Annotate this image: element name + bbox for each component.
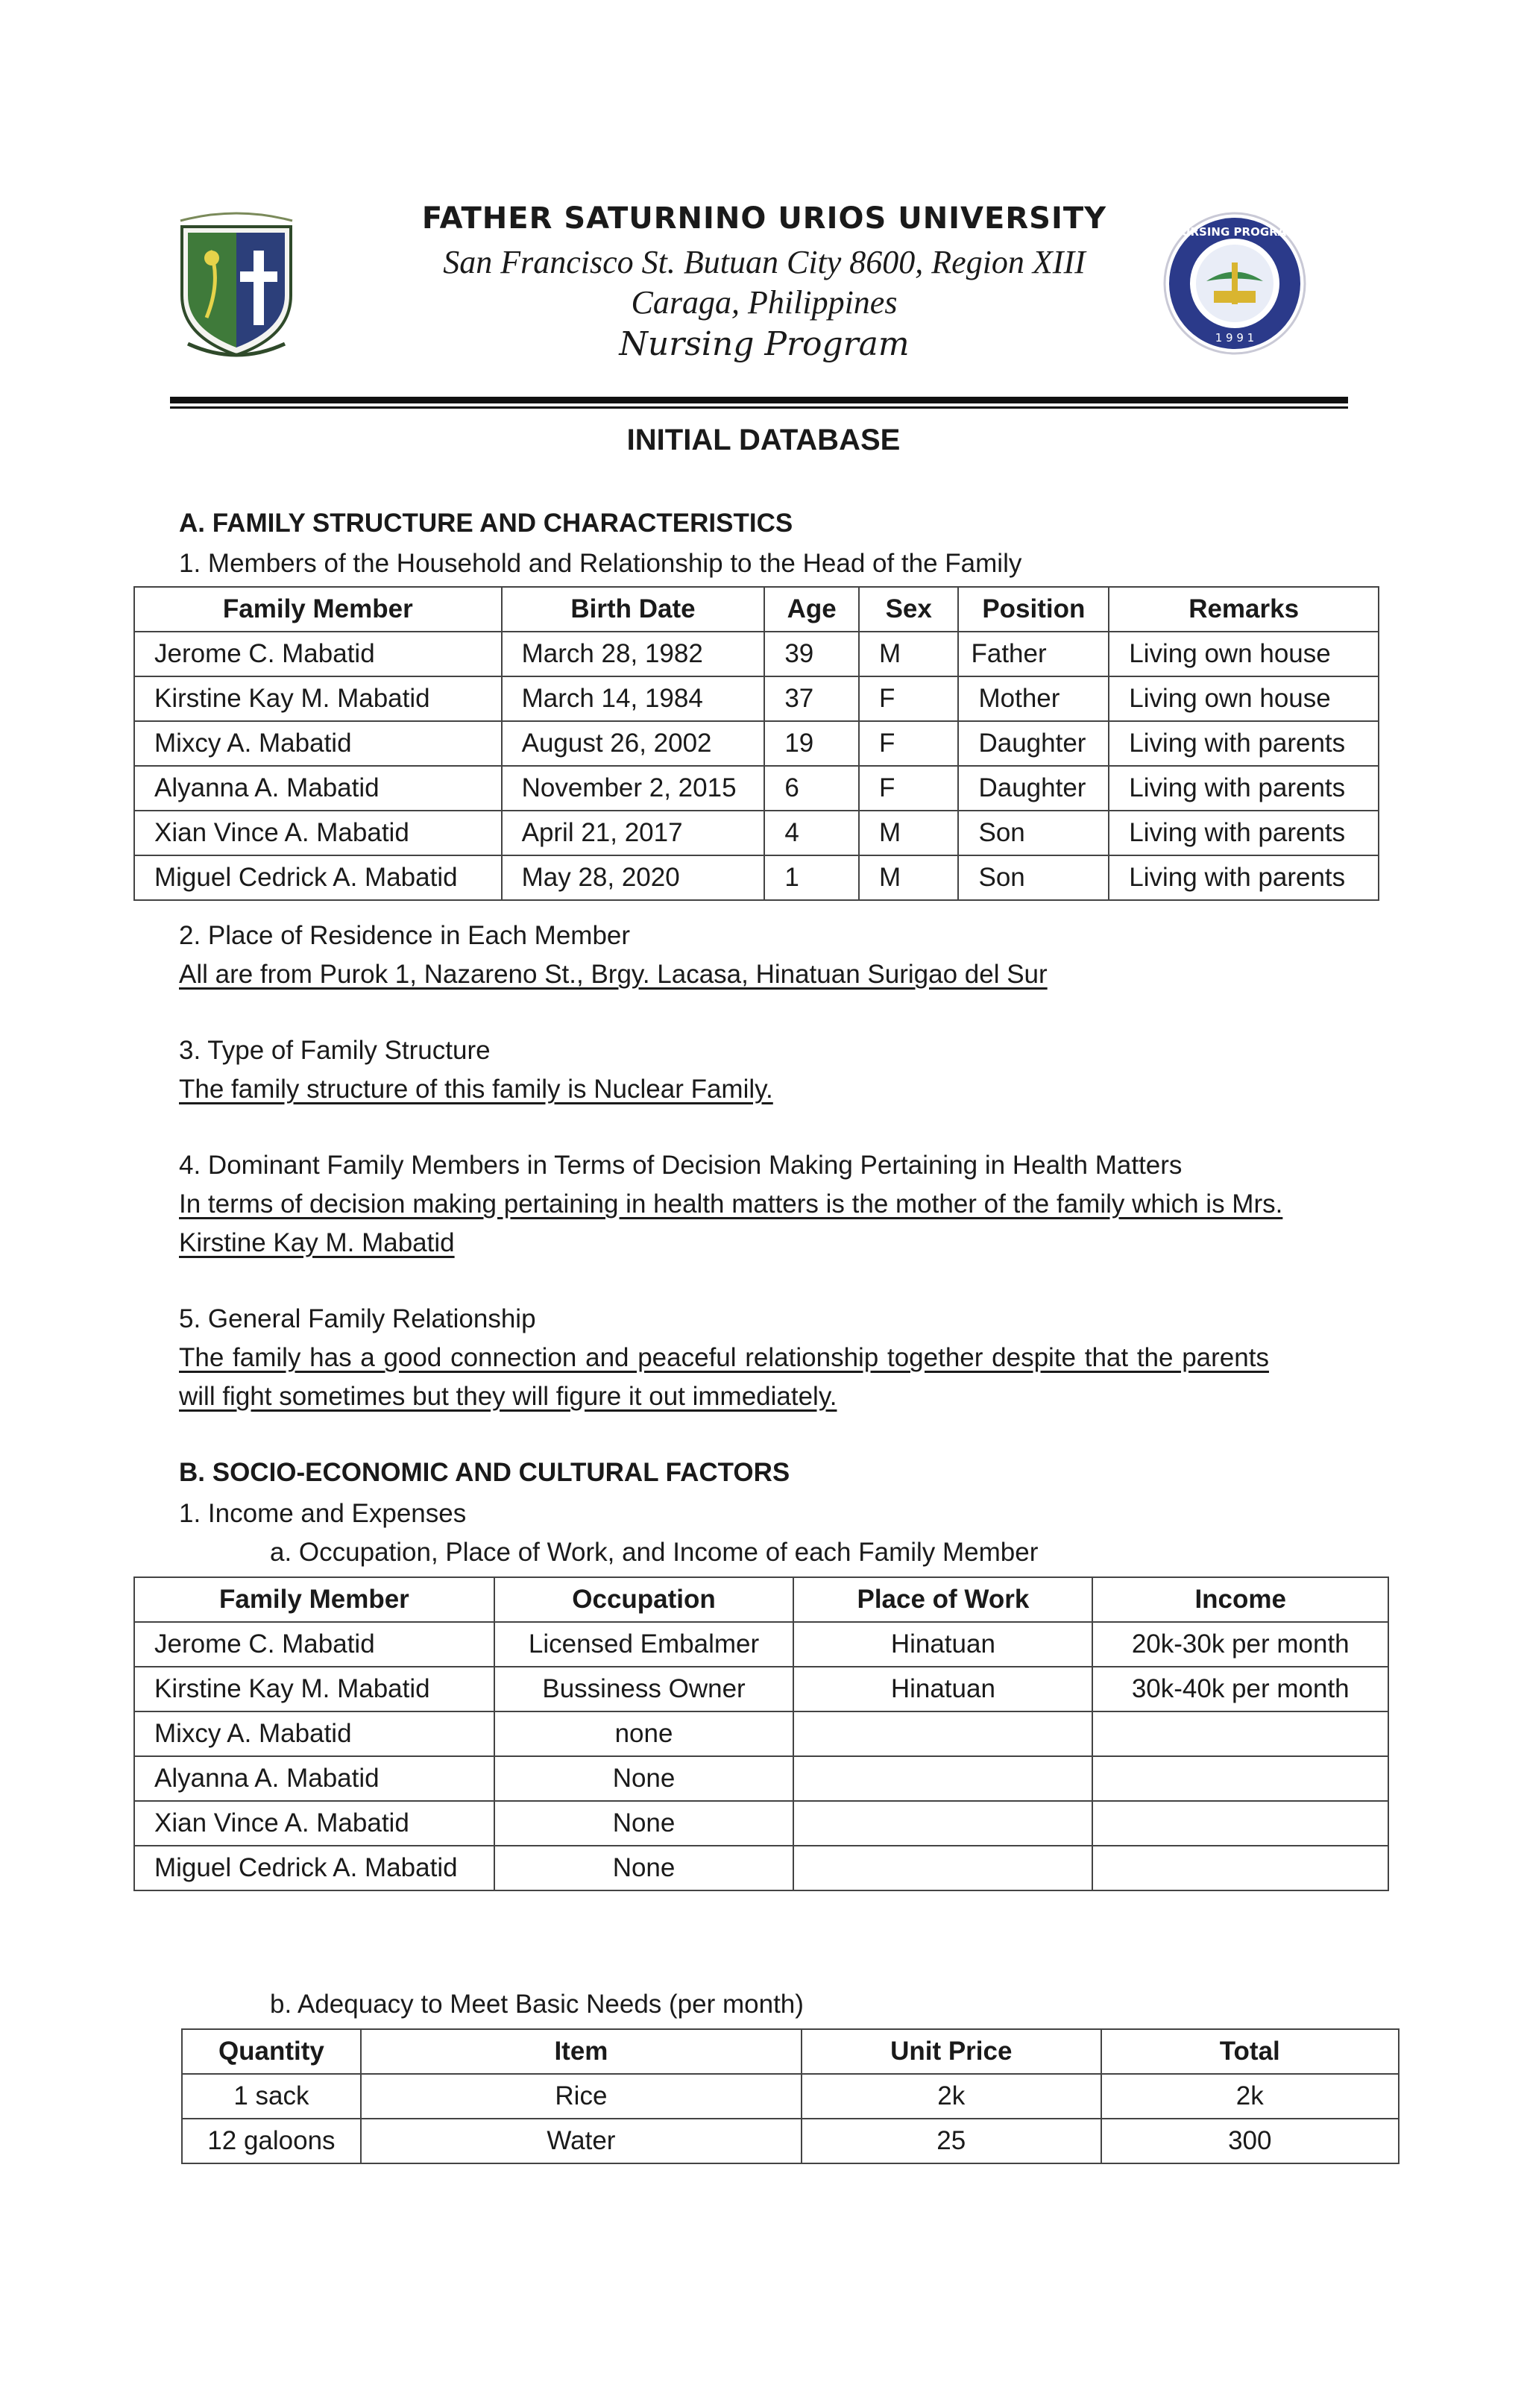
cell: Father (958, 632, 1109, 676)
table-row (134, 1667, 1388, 1711)
header-rule-thick (170, 397, 1348, 403)
cell: 39 (764, 632, 859, 676)
table-row (134, 721, 1379, 766)
column-header: Item (361, 2029, 802, 2074)
table-row (134, 1756, 1388, 1801)
cell (1092, 1711, 1388, 1756)
address-line-1: San Francisco St. Butuan City 8600, Region XIII (443, 244, 1086, 280)
cell: May 28, 2020 (502, 855, 765, 900)
column-header: Family Member (134, 587, 502, 632)
cell: Daughter (958, 721, 1109, 766)
cell: none (494, 1711, 794, 1756)
table-row (134, 1801, 1388, 1846)
column-header: Sex (859, 587, 959, 632)
cell: 12 galoons (182, 2119, 361, 2163)
section-a-item-2: 2. Place of Residence in Each Member (179, 921, 631, 950)
cell: Hinatuan (793, 1667, 1092, 1711)
cell (793, 1711, 1092, 1756)
cell (793, 1846, 1092, 1890)
table-header-row (134, 587, 1379, 632)
cell: Living with parents (1109, 855, 1379, 900)
cell: Living with parents (1109, 766, 1379, 811)
cell: 25 (802, 2119, 1101, 2163)
cell: 37 (764, 676, 859, 721)
cell: 4 (764, 811, 859, 855)
occupation-income-table (133, 1576, 1389, 1891)
university-logo (166, 206, 307, 362)
column-header: Age (764, 587, 859, 632)
cell: Daughter (958, 766, 1109, 811)
section-b-sub-a: a. Occupation, Place of Work, and Income of each Family Member (270, 1538, 1039, 1567)
table-row (182, 2074, 1399, 2119)
cell: None (494, 1801, 794, 1846)
cell: Mother (958, 676, 1109, 721)
cell: M (859, 632, 959, 676)
cell: Alyanna A. Mabatid (134, 1756, 494, 1801)
cell: Son (958, 811, 1109, 855)
cell: Jerome C. Mabatid (134, 1622, 494, 1667)
family-structure-answer: The family structure of this family is Nuclear Family. (179, 1075, 773, 1104)
table-header-row (134, 1577, 1388, 1622)
household-members-table (133, 586, 1379, 901)
table-row (134, 632, 1379, 676)
cell: Living own house (1109, 632, 1379, 676)
column-header: Occupation (494, 1577, 794, 1622)
table-row (134, 1622, 1388, 1667)
cell: March 28, 1982 (502, 632, 765, 676)
table-row (134, 676, 1379, 721)
cell: Alyanna A. Mabatid (134, 766, 502, 811)
cell: 2k (1101, 2074, 1399, 2119)
cell: Water (361, 2119, 802, 2163)
cell: March 14, 1984 (502, 676, 765, 721)
cell (793, 1756, 1092, 1801)
address-line-2: Caraga, Philippines (631, 284, 898, 321)
cell: Jerome C. Mabatid (134, 632, 502, 676)
relationship-answer-line-2: will fight sometimes but they will figure it out immediately. (179, 1382, 837, 1411)
table-row (134, 811, 1379, 855)
column-header: Remarks (1109, 587, 1379, 632)
seal-year: 1 9 9 1 (1215, 331, 1255, 345)
seal-text: NURSING PROGRAM (1171, 225, 1298, 239)
cell: Living with parents (1109, 811, 1379, 855)
column-header: Place of Work (793, 1577, 1092, 1622)
cell: Mixcy A. Mabatid (134, 721, 502, 766)
cell: Miguel Cedrick A. Mabatid (134, 1846, 494, 1890)
cell: Licensed Embalmer (494, 1622, 794, 1667)
decision-making-answer-line-2: Kirstine Kay M. Mabatid (179, 1228, 455, 1257)
cell: F (859, 721, 959, 766)
cell: 6 (764, 766, 859, 811)
cell: 2k (802, 2074, 1101, 2119)
cell: M (859, 855, 959, 900)
cell: Mixcy A. Mabatid (134, 1711, 494, 1756)
cell: Son (958, 855, 1109, 900)
table-row (182, 2119, 1399, 2163)
table-row (134, 855, 1379, 900)
section-a-item-1: 1. Members of the Household and Relationship to the Head of the Family (179, 549, 1022, 578)
cell: 20k-30k per month (1092, 1622, 1388, 1667)
cell: Miguel Cedrick A. Mabatid (134, 855, 502, 900)
column-header: Income (1092, 1577, 1388, 1622)
cell (1092, 1846, 1388, 1890)
section-b-sub-b: b. Adequacy to Meet Basic Needs (per month) (270, 1990, 804, 2019)
cell: Living own house (1109, 676, 1379, 721)
cell: April 21, 2017 (502, 811, 765, 855)
cell: Kirstine Kay M. Mabatid (134, 676, 502, 721)
nursing-program-seal (1162, 210, 1308, 356)
cell: Bussiness Owner (494, 1667, 794, 1711)
cell: F (859, 676, 959, 721)
section-b-heading: B. SOCIO-ECONOMIC AND CULTURAL FACTORS (179, 1458, 790, 1487)
cell: Xian Vince A. Mabatid (134, 811, 502, 855)
cell: Living with parents (1109, 721, 1379, 766)
cell: M (859, 811, 959, 855)
section-a-item-5: 5. General Family Relationship (179, 1304, 536, 1333)
cell: F (859, 766, 959, 811)
program-name: Nursing Program (619, 325, 910, 363)
cell (793, 1801, 1092, 1846)
table-row (134, 1711, 1388, 1756)
section-a-item-4: 4. Dominant Family Members in Terms of Decision Making Pertaining in Health Matters (179, 1151, 1183, 1180)
column-header: Position (958, 587, 1109, 632)
basic-needs-table (181, 2028, 1400, 2164)
column-header: Unit Price (802, 2029, 1101, 2074)
cell: 1 (764, 855, 859, 900)
cell: None (494, 1846, 794, 1890)
decision-making-answer-line-1: In terms of decision making pertaining in health matters is the mother of the family which is Mrs. (179, 1189, 1283, 1219)
cell: November 2, 2015 (502, 766, 765, 811)
cell: 1 sack (182, 2074, 361, 2119)
cell: 19 (764, 721, 859, 766)
section-a-heading: A. FAMILY STRUCTURE AND CHARACTERISTICS (179, 509, 793, 538)
column-header: Total (1101, 2029, 1399, 2074)
page-title: INITIAL DATABASE (626, 424, 901, 456)
cell: Rice (361, 2074, 802, 2119)
column-header: Birth Date (502, 587, 765, 632)
cell: 300 (1101, 2119, 1399, 2163)
header-rule-thin (170, 406, 1348, 409)
cell: Kirstine Kay M. Mabatid (134, 1667, 494, 1711)
table-header-row (182, 2029, 1399, 2074)
table-row (134, 1846, 1388, 1890)
column-header: Quantity (182, 2029, 361, 2074)
relationship-answer-line-1: The family has a good connection and peaceful relationship together despite that the parents (179, 1343, 1269, 1372)
cell: Xian Vince A. Mabatid (134, 1801, 494, 1846)
cell: None (494, 1756, 794, 1801)
residence-answer: All are from Purok 1, Nazareno St., Brgy. Lacasa, Hinatuan Surigao del Sur (179, 960, 1048, 989)
cell: Hinatuan (793, 1622, 1092, 1667)
column-header: Family Member (134, 1577, 494, 1622)
university-name: FATHER SATURNINO URIOS UNIVERSITY (421, 201, 1107, 236)
section-b-item-1: 1. Income and Expenses (179, 1499, 467, 1528)
section-a-item-3: 3. Type of Family Structure (179, 1036, 491, 1065)
cell: August 26, 2002 (502, 721, 765, 766)
cell (1092, 1756, 1388, 1801)
cell: 30k-40k per month (1092, 1667, 1388, 1711)
cell (1092, 1801, 1388, 1846)
table-row (134, 766, 1379, 811)
